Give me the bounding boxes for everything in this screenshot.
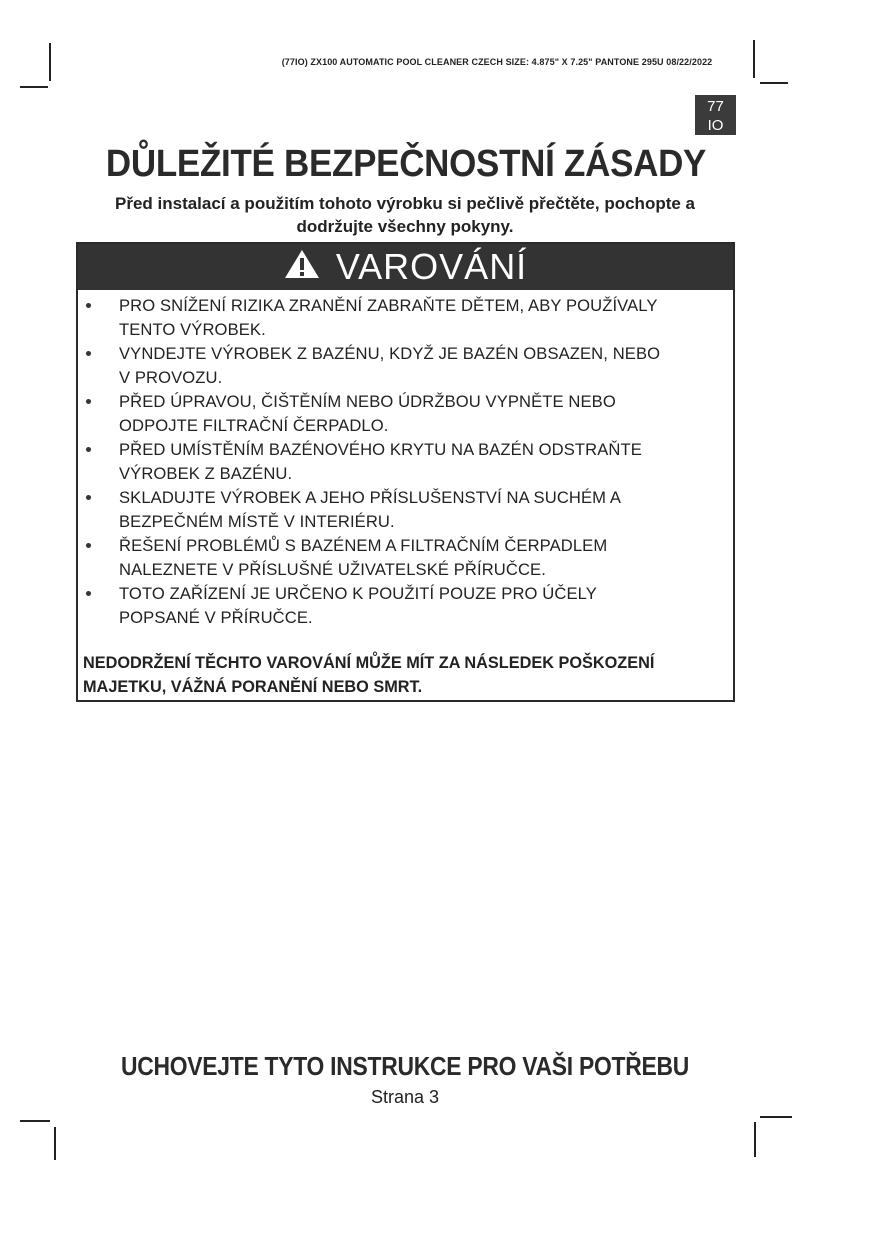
crop-mark-bottom-left-vertical: [54, 1127, 56, 1160]
warning-item: [78, 486, 733, 534]
warning-item-line: SKLADUJTE VÝROBEK A JEHO PŘÍSLUŠENSTVÍ NA SUCHÉM A: [119, 488, 622, 507]
warning-item: [78, 294, 733, 342]
crop-mark-top-left-horizontal: [20, 86, 48, 88]
print-spec-line: (77IO) ZX100 AUTOMATIC POOL CLEANER CZECH SIZE: 4.875" X 7.25" PANTONE 295U 08/22/2022: [281, 57, 713, 67]
warning-item-line: PŘED ÚPRAVOU, ČIŠTĚNÍM NEBO ÚDRŽBOU VYPNĚTE NEBO: [119, 392, 616, 411]
subtitle-line-1: Před instalací a použitím tohoto výrobku si pečlivě přečtěte, pochopte a: [114, 194, 696, 213]
bullet-icon: [86, 303, 91, 308]
page-title: DŮLEŽITÉ BEZPEČNOSTNÍ ZÁSADY: [105, 143, 707, 185]
warning-item-line: V PROVOZU.: [119, 368, 223, 387]
warning-box: [76, 242, 735, 702]
warning-banner: [78, 244, 733, 290]
page-badge: [695, 95, 736, 135]
subtitle-line-2: dodržujte všechny pokyny.: [296, 217, 514, 236]
warning-item: [78, 582, 733, 630]
badge-line-2: IO: [707, 117, 724, 134]
crop-mark-bottom-right-vertical: [754, 1122, 756, 1157]
warning-item-line: BEZPEČNÉM MÍSTĚ V INTERIÉRU.: [119, 512, 395, 531]
subtitle: [60, 192, 750, 238]
warning-item-line: VÝROBEK Z BAZÉNU.: [119, 464, 293, 483]
bullet-icon: [86, 591, 91, 596]
warning-item-line: PRO SNÍŽENÍ RIZIKA ZRANĚNÍ ZABRAŇTE DĚTEM, ABY POUŽÍVALY: [119, 296, 658, 315]
warning-heading: VAROVÁNÍ: [335, 246, 528, 287]
bullet-icon: [86, 447, 91, 452]
warning-item: [78, 390, 733, 438]
bullet-icon: [86, 399, 91, 404]
warning-item-line: VYNDEJTE VÝROBEK Z BAZÉNU, KDYŽ JE BAZÉN OBSAZEN, NEBO: [119, 344, 661, 363]
crop-mark-bottom-left-horizontal: [20, 1120, 50, 1122]
bullet-icon: [86, 543, 91, 548]
warning-item: [78, 342, 733, 390]
warning-consequence-line-2: MAJETKU, VÁŽNÁ PORANĚNÍ NEBO SMRT.: [83, 678, 423, 696]
warning-item-line: POPSANÉ V PŘÍRUČCE.: [119, 608, 313, 627]
warning-item-line: ODPOJTE FILTRAČNÍ ČERPADLO.: [119, 416, 389, 435]
page-number: Strana 3: [370, 1087, 440, 1107]
warning-consequence: [83, 651, 728, 699]
warning-item: [78, 438, 733, 486]
warning-item: [78, 534, 733, 582]
badge-line-1: 77: [707, 98, 724, 115]
bullet-icon: [86, 495, 91, 500]
crop-mark-bottom-right-horizontal: [760, 1116, 792, 1118]
warning-item-line: TOTO ZAŘÍZENÍ JE URČENO K POUŽITÍ POUZE PRO ÚČELY: [119, 584, 597, 603]
keep-instructions-heading: UCHOVEJTE TYTO INSTRUKCE PRO VAŠI POTŘEBU: [120, 1051, 690, 1081]
crop-mark-top-right-horizontal: [760, 82, 788, 84]
warning-consequence-line-1: NEDODRŽENÍ TĚCHTO VAROVÁNÍ MŮŽE MÍT ZA NÁSLEDEK POŠKOZENÍ: [83, 654, 655, 672]
bullet-icon: [86, 351, 91, 356]
warning-list: [78, 294, 733, 630]
warning-item-line: TENTO VÝROBEK.: [119, 320, 266, 339]
warning-item-line: ŘEŠENÍ PROBLÉMŮ S BAZÉNEM A FILTRAČNÍM ČERPADLEM: [119, 536, 608, 555]
warning-item-line: NALEZNETE V PŘÍSLUŠNÉ UŽIVATELSKÉ PŘÍRUČCE.: [119, 560, 546, 579]
warning-item-line: PŘED UMÍSTĚNÍM BAZÉNOVÉHO KRYTU NA BAZÉN ODSTRAŇTE: [119, 440, 642, 459]
warning-triangle-icon: [284, 246, 320, 288]
